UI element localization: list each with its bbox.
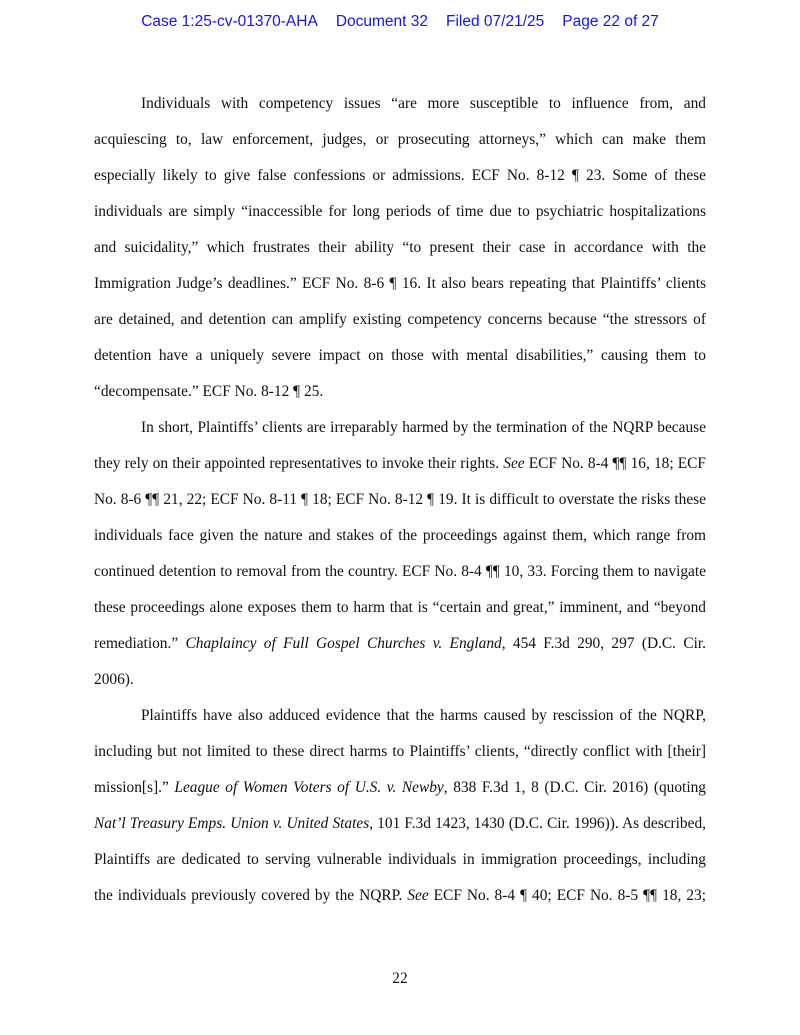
document-body (94, 86, 706, 914)
text-segment: and suicidality,” which frustrates their ability “to present their case in accordance with the (94, 239, 706, 256)
text-segment: Immigration Judge’s deadlines.” ECF No. 8-6 ¶ 16. It also bears repeating that Plaintiffs’ clients (94, 275, 706, 292)
text-line (94, 86, 706, 122)
text-segment: , 101 F.3d 1423, 1430 (D.C. Cir. 1996)). As described, (369, 815, 706, 832)
page-number: 22 (392, 970, 408, 987)
text-line (94, 230, 706, 266)
text-line (94, 770, 706, 806)
citation-italic: League of Women Voters of U.S. v. Newby (174, 779, 444, 796)
text-segment: acquiescing to, law enforcement, judges, or prosecuting attorneys,” which can make them (94, 131, 706, 148)
text-segment: mission[s].” (94, 779, 175, 796)
text-segment: especially likely to give false confessions or admissions. ECF No. 8-12 ¶ 23. Some of these (94, 167, 706, 184)
text-line (94, 878, 706, 914)
text-line (94, 374, 706, 410)
text-segment: detention have a uniquely severe impact on those with mental disabilities,” causing them to (94, 347, 706, 364)
text-segment: individuals are simply “inaccessible for long periods of time due to psychiatric hospitalizations (94, 203, 706, 220)
citation-italic: See (503, 455, 525, 472)
text-segment: Plaintiffs have also adduced evidence that the harms caused by rescission of the NQRP, (141, 707, 706, 724)
text-line (94, 302, 706, 338)
page-indicator: Page 22 of 27 (562, 13, 659, 30)
text-line (94, 698, 706, 734)
citation-italic: See (407, 887, 429, 904)
document-number: Document 32 (335, 13, 429, 30)
text-line (94, 410, 706, 446)
text-segment: continued detention to removal from the country. ECF No. 8-4 ¶¶ 10, 33. Forcing them to navigate (94, 563, 706, 580)
text-segment: ECF No. 8-4 ¶¶ 16, 18; ECF (524, 455, 706, 472)
text-segment: Plaintiffs are dedicated to serving vulnerable individuals in immigration proceedings, including (94, 851, 706, 868)
text-line (94, 806, 706, 842)
text-line (94, 518, 706, 554)
text-line (94, 842, 706, 878)
text-segment: are detained, and detention can amplify existing competency concerns because “the stressors of (94, 311, 706, 328)
text-segment: “decompensate.” ECF No. 8-12 ¶ 25. (94, 383, 324, 400)
text-segment: 2006). (94, 671, 134, 688)
text-segment: the individuals previously covered by the NQRP. (94, 887, 408, 904)
text-segment: Individuals with competency issues “are more susceptible to influence from, and (141, 95, 706, 112)
text-line (94, 338, 706, 374)
text-segment: including but not limited to these direct harms to Plaintiffs’ clients, “directly conflict with [their] (94, 743, 706, 760)
text-segment: they rely on their appointed representatives to invoke their rights. (94, 455, 504, 472)
text-line (94, 662, 706, 698)
text-segment: these proceedings alone exposes them to harm that is “certain and great,” imminent, and “beyond (94, 599, 706, 616)
text-segment: In short, Plaintiffs’ clients are irreparably harmed by the termination of the NQRP because (141, 419, 706, 436)
case-number: Case 1:25-cv-01370-AHA (141, 13, 318, 30)
text-line (94, 482, 706, 518)
text-line (94, 158, 706, 194)
text-line (94, 734, 706, 770)
text-segment: remediation.” (94, 635, 186, 652)
filed-date: Filed 07/21/25 (446, 13, 545, 30)
citation-italic: Chaplaincy of Full Gospel Churches v. England (185, 635, 502, 652)
text-line (94, 194, 706, 230)
text-segment: , 838 F.3d 1, 8 (D.C. Cir. 2016) (quoting (443, 779, 706, 796)
text-line (94, 122, 706, 158)
text-line (94, 266, 706, 302)
text-line (94, 446, 706, 482)
text-segment: , 454 F.3d 290, 297 (D.C. Cir. (501, 635, 706, 652)
text-line (94, 590, 706, 626)
text-line (94, 626, 706, 662)
text-segment: No. 8-6 ¶¶ 21, 22; ECF No. 8-11 ¶ 18; ECF No. 8-12 ¶ 19. It is difficult to overstate the risks these (94, 491, 706, 508)
text-line (94, 554, 706, 590)
ecf-header (0, 13, 800, 31)
text-segment: individuals face given the nature and stakes of the proceedings against them, which range from (94, 527, 706, 544)
text-segment: ECF No. 8-4 ¶ 40; ECF No. 8-5 ¶¶ 18, 23; (428, 887, 706, 904)
citation-italic: Nat’l Treasury Emps. Union v. United States (94, 815, 370, 832)
